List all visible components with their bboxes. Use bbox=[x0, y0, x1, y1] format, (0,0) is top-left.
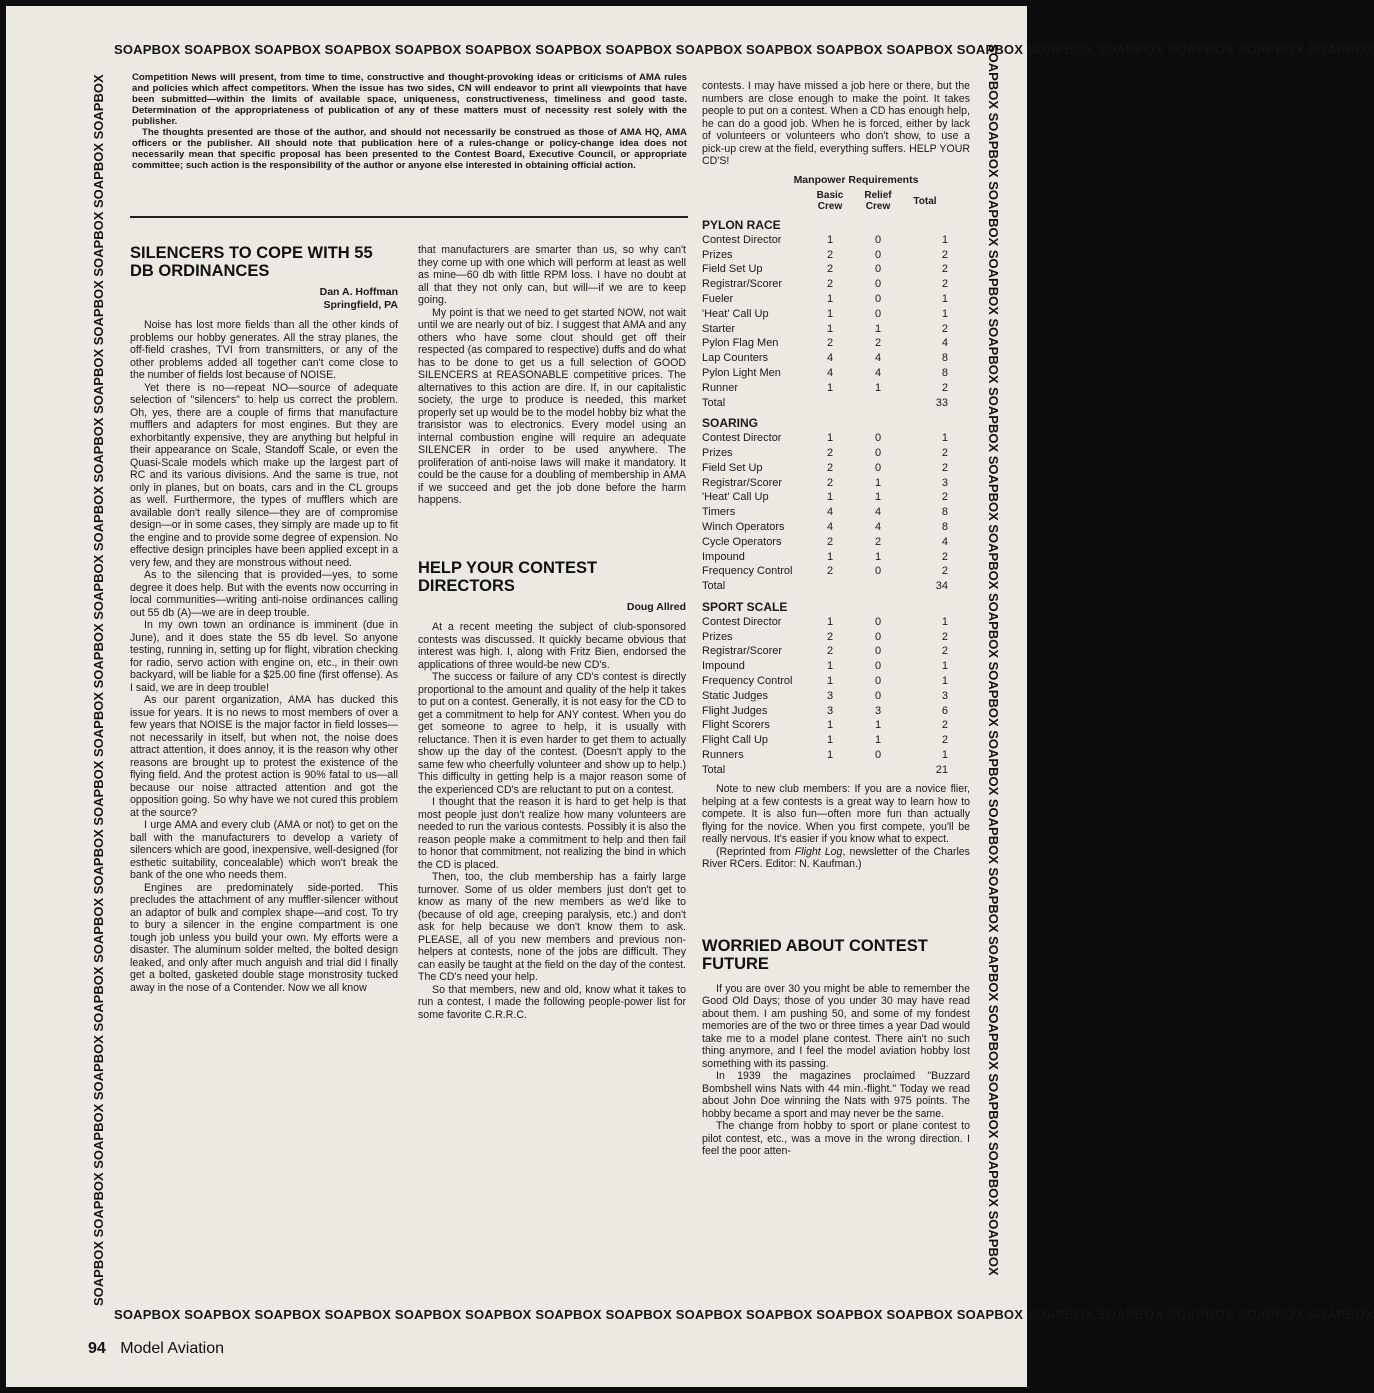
role-cell: Registrar/Scorer bbox=[702, 645, 783, 658]
body-paragraph: The change from hobby to sport or plane contest to pilot contest, etc., was a move in the wrong direction. I feel the poor atten- bbox=[702, 1120, 970, 1158]
total-label: Total bbox=[702, 396, 726, 409]
total-cell: 2 bbox=[941, 645, 948, 658]
basic-crew-cell: 4 bbox=[826, 352, 834, 365]
table-row bbox=[702, 535, 970, 550]
total-cell: 2 bbox=[941, 263, 948, 276]
role-cell: 'Heat' Call Up bbox=[702, 307, 769, 320]
relief-crew-cell: 0 bbox=[874, 461, 882, 474]
basic-crew-cell: 1 bbox=[826, 550, 834, 563]
total-label: Total bbox=[702, 763, 726, 776]
blank-cell bbox=[854, 396, 902, 411]
role-cell: Static Judges bbox=[702, 689, 769, 702]
role-cell: Frequency Control bbox=[702, 565, 793, 578]
header-total: Total bbox=[913, 195, 937, 207]
role-cell: Field Set Up bbox=[702, 263, 763, 276]
role-cell: Lap Counters bbox=[702, 352, 769, 365]
body-paragraph: My point is that we need to get started NOW, not wait until we are nearly out of biz. I suggest that AMA and any others who have some clout should get off their respected (as compared to respective) duffs and do what has to be done to get us a full selection of GOOD SILENCERS at REASONABLE competitive prices. The alternatives to this action are dire. If, in our capitalistic society, the urge to produce is needed, this market properly set up would be to the model hobby biz what the transistor was to electronics. Every model using an internal combustion engine will require an adequate SILENCER in order to be used anywhere. The proliferation of anti-noise laws will make it mandatory. It could be the cause for a doubling of membership in AMA if we succeed and get the job done before the harm happens. bbox=[418, 306, 686, 506]
total-cell: 3 bbox=[941, 476, 948, 489]
header-basic-crew: Basic Crew bbox=[816, 190, 844, 212]
basic-crew-cell: 1 bbox=[826, 734, 834, 747]
body-paragraph: If you are over 30 you might be able to remember the Good Old Days; those of you under 30 may have read about them. I am pushing 50, and some of my fondest memories are of the two or three times a year Dad would take me to a model plane contest. There ain't no such thing anymore, and I feel the model aviation hobby lost something with its passing. bbox=[702, 982, 970, 1070]
table-row bbox=[702, 644, 970, 659]
basic-crew-cell: 1 bbox=[826, 719, 834, 732]
table-row bbox=[702, 248, 970, 263]
basic-crew-cell: 2 bbox=[826, 630, 834, 643]
relief-crew-cell: 0 bbox=[874, 278, 882, 291]
basic-crew-cell: 4 bbox=[826, 520, 834, 533]
table-row bbox=[702, 351, 970, 366]
table-total-row bbox=[702, 579, 970, 594]
table-row bbox=[702, 615, 970, 630]
basic-crew-cell: 3 bbox=[826, 704, 834, 717]
blank-cell bbox=[854, 579, 902, 594]
role-cell: Runner bbox=[702, 381, 739, 394]
basic-crew-cell: 1 bbox=[826, 292, 834, 305]
manpower-table bbox=[702, 190, 970, 777]
basic-crew-cell: 1 bbox=[826, 748, 834, 761]
total-cell: 3 bbox=[941, 689, 948, 702]
table-section-row bbox=[702, 212, 970, 233]
total-cell: 2 bbox=[941, 719, 948, 732]
relief-crew-cell: 0 bbox=[874, 674, 882, 687]
intro-paragraph: The thoughts presented are those of the author, and should not necessarily be construed as those of AMA HQ, AMA officers or the publisher. All should note that publication here of a rules-change or policy-change idea does not necessarily mean that specific proposal has been presented to the Contest Board, Executive Council, or appropriate committee; such action is the responsibility of the author or anyone else interested in obtaining official action. bbox=[132, 127, 687, 171]
editorial-intro bbox=[132, 72, 687, 171]
role-cell: Runners bbox=[702, 748, 744, 761]
relief-crew-cell: 0 bbox=[874, 248, 882, 261]
total-cell: 1 bbox=[941, 615, 948, 628]
column-2 bbox=[418, 244, 686, 1296]
role-cell: Contest Director bbox=[702, 615, 782, 628]
relief-crew-cell: 1 bbox=[874, 322, 882, 335]
relief-crew-cell: 0 bbox=[874, 233, 882, 246]
role-cell: Frequency Control bbox=[702, 674, 793, 687]
role-cell: Flight Call Up bbox=[702, 734, 769, 747]
total-cell: 2 bbox=[941, 734, 948, 747]
relief-crew-cell: 4 bbox=[874, 352, 882, 365]
role-cell: Starter bbox=[702, 322, 736, 335]
basic-crew-cell: 2 bbox=[826, 248, 834, 261]
role-cell: Contest Director bbox=[702, 233, 782, 246]
total-cell: 4 bbox=[941, 337, 948, 350]
section-name: PYLON RACE bbox=[702, 218, 781, 232]
body-paragraph: I thought that the reason it is hard to get help is that most people just don't realize how many volunteers are needed to run the various contests. Possibly it is also the reason people make a commitment to help and then fail to honor that commitment, not realizing the bind in which the CD is placed. bbox=[418, 796, 686, 871]
intro-divider bbox=[130, 216, 688, 218]
relief-crew-cell: 0 bbox=[874, 432, 882, 445]
blank-cell bbox=[854, 763, 902, 778]
total-cell: 4 bbox=[941, 535, 948, 548]
total-cell: 2 bbox=[941, 565, 948, 578]
total-cell: 1 bbox=[941, 233, 948, 246]
total-cell: 1 bbox=[941, 660, 948, 673]
magazine-page bbox=[6, 6, 1374, 1387]
table-total-row bbox=[702, 763, 970, 778]
relief-crew-cell: 2 bbox=[874, 535, 882, 548]
total-cell: 2 bbox=[941, 446, 948, 459]
relief-crew-cell: 0 bbox=[874, 660, 882, 673]
basic-crew-cell: 1 bbox=[826, 674, 834, 687]
basic-crew-cell: 1 bbox=[826, 322, 834, 335]
total-cell: 8 bbox=[941, 506, 948, 519]
basic-crew-cell: 1 bbox=[826, 381, 834, 394]
role-cell: Registrar/Scorer bbox=[702, 278, 783, 291]
body-paragraph: In 1939 the magazines proclaimed "Buzzard Bombshell wins Nats with 44 min.-flight." Today we read about John Doe winning the Nats with 975 points. The hobby became a sport and may never be the same. bbox=[702, 1070, 970, 1120]
total-cell: 1 bbox=[941, 432, 948, 445]
basic-crew-cell: 2 bbox=[826, 645, 834, 658]
role-cell: Flight Scorers bbox=[702, 719, 770, 732]
basic-crew-cell: 4 bbox=[826, 366, 834, 379]
role-cell: Fueler bbox=[702, 292, 734, 305]
basic-crew-cell: 2 bbox=[826, 278, 834, 291]
role-cell: Contest Director bbox=[702, 432, 782, 445]
blank-cell bbox=[806, 396, 854, 411]
blank-cell bbox=[806, 763, 854, 778]
total-cell: 2 bbox=[941, 491, 948, 504]
table-row bbox=[702, 233, 970, 248]
table-row bbox=[702, 505, 970, 520]
table-row bbox=[702, 689, 970, 704]
body-paragraph: So that members, new and old, know what it takes to run a contest, I made the following people-power list for some favorite C.R.R.C. bbox=[418, 983, 686, 1021]
role-cell: Prizes bbox=[702, 446, 733, 459]
body-paragraph: Noise has lost more fields than all the other kinds of problems our hobby generates. All the stray planes, the off-field crashes, TVI from transmitters, or any of the other problems added all together can't come close to the number of fields lost because of NOISE. bbox=[130, 319, 398, 381]
relief-crew-cell: 0 bbox=[874, 446, 882, 459]
relief-crew-cell: 3 bbox=[874, 704, 882, 717]
table-row bbox=[702, 366, 970, 381]
role-cell: Flight Judges bbox=[702, 704, 768, 717]
relief-crew-cell: 0 bbox=[874, 645, 882, 658]
relief-crew-cell: 1 bbox=[874, 476, 882, 489]
table-row bbox=[702, 262, 970, 277]
author-location: Springfield, PA bbox=[323, 298, 398, 311]
article-byline bbox=[130, 286, 398, 311]
relief-crew-cell: 1 bbox=[874, 550, 882, 563]
body-paragraph: contests. I may have missed a job here or there, but the numbers are close enough to make the point. It takes people to put on a contest. When a CD has enough help, he can do a good job. When he is forced, either by lack of volunteers or volunteers who don't show, to use a pick-up crew at the field, everything suffers. HELP YOUR CD'S! bbox=[702, 80, 970, 167]
basic-crew-cell: 2 bbox=[826, 446, 834, 459]
table-row bbox=[702, 630, 970, 645]
role-cell: Winch Operators bbox=[702, 520, 785, 533]
table-row bbox=[702, 490, 970, 505]
column-3 bbox=[702, 80, 970, 1300]
role-cell: Impound bbox=[702, 550, 745, 563]
relief-crew-cell: 1 bbox=[874, 381, 882, 394]
role-cell: Prizes bbox=[702, 630, 733, 643]
intro-paragraph: Competition News will present, from time to time, constructive and thought-provoking ideas or criticisms of AMA rules and policies which affect competitors. When the issue has two sides, CN will endeavor to print all viewpoints that have been submitted—within the limits of available space, uniqueness, constructiveness, timeliness and good taste. Determination of the appropriateness of publication of any of these matters must of necessity rest solely with the publisher. bbox=[132, 72, 687, 127]
basic-crew-cell: 1 bbox=[826, 491, 834, 504]
basic-crew-cell: 1 bbox=[826, 307, 834, 320]
total-cell: 2 bbox=[941, 461, 948, 474]
role-cell: Pylon Flag Men bbox=[702, 337, 779, 350]
section-name: SOARING bbox=[702, 416, 759, 431]
table-row bbox=[702, 718, 970, 733]
basic-crew-cell: 1 bbox=[826, 233, 834, 246]
manpower-table-title: Manpower Requirements bbox=[793, 173, 919, 186]
table-row bbox=[702, 461, 970, 476]
total-cell: 1 bbox=[941, 748, 948, 761]
table-row bbox=[702, 277, 970, 292]
relief-crew-cell: 4 bbox=[874, 366, 882, 379]
total-cell: 2 bbox=[941, 630, 948, 643]
relief-crew-cell: 0 bbox=[874, 292, 882, 305]
author-name: Dan A. Hoffman bbox=[319, 286, 398, 298]
role-cell: Impound bbox=[702, 660, 745, 673]
table-row bbox=[702, 307, 970, 322]
relief-crew-cell: 2 bbox=[874, 337, 882, 350]
relief-crew-cell: 0 bbox=[874, 615, 882, 628]
table-total-row bbox=[702, 396, 970, 411]
page-number: 94 bbox=[88, 1340, 106, 1357]
role-cell: Pylon Light Men bbox=[702, 366, 781, 379]
header-relief-crew: Relief Crew bbox=[864, 190, 892, 212]
total-cell: 6 bbox=[941, 704, 948, 717]
relief-crew-cell: 0 bbox=[874, 689, 882, 702]
relief-crew-cell: 1 bbox=[874, 491, 882, 504]
table-row bbox=[702, 674, 970, 689]
table-row bbox=[702, 550, 970, 565]
table-row bbox=[702, 336, 970, 351]
table-row bbox=[702, 431, 970, 446]
total-cell: 2 bbox=[941, 381, 948, 394]
total-cell: 2 bbox=[941, 550, 948, 563]
basic-crew-cell: 2 bbox=[826, 565, 834, 578]
relief-crew-cell: 0 bbox=[874, 565, 882, 578]
total-cell: 8 bbox=[941, 352, 948, 365]
total-cell: 1 bbox=[941, 307, 948, 320]
total-label: Total bbox=[702, 580, 726, 593]
magazine-name: Model Aviation bbox=[120, 1340, 225, 1357]
total-cell: 1 bbox=[941, 674, 948, 687]
table-row bbox=[702, 476, 970, 491]
article-title-contest-future: WORRIED ABOUT CONTEST FUTURE bbox=[702, 936, 928, 973]
publication-name: Flight Log bbox=[794, 845, 843, 858]
basic-crew-cell: 2 bbox=[826, 263, 834, 276]
basic-crew-cell: 2 bbox=[826, 535, 834, 548]
body-paragraph: Yet there is no—repeat NO—source of adequate selection of "silencers" to help us correct the problem. Oh, yes, there are a couple of firms that manufacture mufflers and adapters for most engines. But they are exhorbitantly expensive, they are anything but helpful in their appearance on Scale, Standoff Scale, or even the Quasi-Scale models which make up the largest part of RC and its various divisions. And the same is true, not only in planes, but on boats, cars and in the CL groups as well. Furthermore, the types of mufflers which are available don't really silence—they are of compromise design—or in some cases, they simply are made up to fit the engine and to provide some degree of expension. No effective design principles have been applied except in a very few, and they are monstrous without need. bbox=[130, 381, 398, 569]
body-paragraph: As our parent organization, AMA has ducked this issue for years. It is no news to most members of over a few years that NOISE is the major factor in field losses—not necessarily in itself, but when not, the noise does attract attention, it does annoy, it is the reason why other reasons are brought up to protest the existence of the flying field. And the protest action is 90% fatal to us—all because our noise attracted attention and got the opposition going. So why have we not cured this problem at the source? bbox=[130, 694, 398, 819]
total-cell: 8 bbox=[941, 520, 948, 533]
table-row bbox=[702, 292, 970, 307]
body-paragraph: Then, too, the club membership has a fairly large turnover. Some of us older members just don't get to know as many of the new members as we'd like to (because of old age, creeping paralysis, etc.) and don't ask for help because we don't know them to ask. PLEASE, all of you new members and previous non-helpers at contests, none of the jobs are difficult. They can easily be taught at the field on the day of the contest. The CD's need your help. bbox=[418, 871, 686, 983]
article-title-help-cd: HELP YOUR CONTEST DIRECTORS bbox=[418, 558, 598, 595]
total-cell: 2 bbox=[941, 278, 948, 291]
role-cell: Prizes bbox=[702, 248, 733, 261]
section-total: 34 bbox=[935, 580, 948, 593]
section-total: 21 bbox=[935, 763, 948, 776]
soapbox-border-right: SOAPBOX SOAPBOX SOAPBOX SOAPBOX SOAPBOX SOAPBOX SOAPBOX SOAPBOX SOAPBOX SOAPBOX SOAPBOX SOAPBOX SOAPBOX SOAPBOX SOAPBOX SOAPBOX SOAPBOX SOAPBOX bbox=[986, 44, 1001, 1276]
relief-crew-cell: 4 bbox=[874, 520, 882, 533]
total-cell: 1 bbox=[941, 292, 948, 305]
body-paragraph: that manufacturers are smarter than us, so why can't they come up with one which will perform at least as well as mine—60 db with little RPM loss. I have no doubt at all that they not only can, but will—if we are to keep going. bbox=[418, 244, 686, 306]
table-row bbox=[702, 322, 970, 337]
section-name: SPORT SCALE bbox=[702, 599, 788, 614]
reprint-credit: (Reprinted from Flight Log, newsletter of the Charles River RCers. Editor: N. Kaufman.) bbox=[702, 845, 970, 871]
table-row bbox=[702, 564, 970, 579]
total-cell: 2 bbox=[941, 248, 948, 261]
basic-crew-cell: 2 bbox=[826, 476, 834, 489]
table-section-row bbox=[702, 594, 970, 615]
body-paragraph: In my own town an ordinance is imminent (due in June), and it does state the 55 db level. So anyone testing, running in, setting up for flight, vibration checking for radio, servo action with engine on, etc., in their own backyard, will be liable for a $25.00 fine (first offense). As I said, we are in deep trouble! bbox=[130, 619, 398, 694]
body-paragraph: As to the silencing that is provided—yes, to some degree it does help. But with the events now occurring in local communities—writing anti-noise ordinances calling out 55 db (A)—we are in deep trouble. bbox=[130, 569, 398, 619]
basic-crew-cell: 2 bbox=[826, 337, 834, 350]
body-paragraph: The success or failure of any CD's contest is directly proportional to the amount and quality of the help it takes to put on a contest. Generally, it is not easy for the CD to get a commitment to help for ANY contest. When you do get someone to agree to help, it is usually with reluctance. Then it is even harder to get them to actually show up the day of the contest. (Doesn't apply to the same few who cheerfully volunteer and show up to help.) This difficulty in getting help is a major reason some of the experienced CD's are reluctant to put on a contest. bbox=[418, 671, 686, 796]
soapbox-border-bottom: SOAPBOX SOAPBOX SOAPBOX SOAPBOX SOAPBOX SOAPBOX SOAPBOX SOAPBOX SOAPBOX SOAPBOX SOAPBOX SOAPBOX SOAPBOX SOAPBOX SOAPBOX SOAPBOX SOAPBOX SOAPBOX bbox=[114, 1307, 1374, 1322]
role-cell: Timers bbox=[702, 506, 736, 519]
relief-crew-cell: 0 bbox=[874, 630, 882, 643]
table-row bbox=[702, 520, 970, 535]
relief-crew-cell: 0 bbox=[874, 748, 882, 761]
table-row bbox=[702, 733, 970, 748]
body-paragraph: Note to new club members: If you are a novice flier, helping at a few contests is a great way to learn how to compete. It is also fun—often more fun than actually flying for the novice. When you first compete, you'll be really nervous. It's easier if you know what to expect. bbox=[702, 783, 970, 846]
table-row bbox=[702, 659, 970, 674]
basic-crew-cell: 2 bbox=[826, 461, 834, 474]
role-cell: Registrar/Scorer bbox=[702, 476, 783, 489]
table-header-row bbox=[702, 190, 970, 212]
table-header-blank bbox=[702, 190, 806, 212]
relief-crew-cell: 0 bbox=[874, 307, 882, 320]
table-section-row bbox=[702, 410, 970, 431]
soapbox-border-left: SOAPBOX SOAPBOX SOAPBOX SOAPBOX SOAPBOX SOAPBOX SOAPBOX SOAPBOX SOAPBOX SOAPBOX SOAPBOX SOAPBOX SOAPBOX SOAPBOX SOAPBOX SOAPBOX SOAPBOX SOAPBOX bbox=[91, 74, 106, 1306]
relief-crew-cell: 0 bbox=[874, 263, 882, 276]
table-row bbox=[702, 704, 970, 719]
relief-crew-cell: 1 bbox=[874, 734, 882, 747]
relief-crew-cell: 4 bbox=[874, 506, 882, 519]
article-byline bbox=[418, 601, 686, 614]
section-total: 33 bbox=[935, 396, 948, 409]
total-cell: 2 bbox=[941, 322, 948, 335]
total-cell: 8 bbox=[941, 366, 948, 379]
author-name: Doug Allred bbox=[626, 600, 686, 613]
role-cell: Field Set Up bbox=[702, 461, 763, 474]
body-paragraph: At a recent meeting the subject of club-sponsored contests was discussed. It quickly became obvious that interest was high. I, along with Fritz Bien, endorsed the applications of three would-be new CD's. bbox=[418, 621, 686, 671]
basic-crew-cell: 1 bbox=[826, 615, 834, 628]
role-cell: 'Heat' Call Up bbox=[702, 491, 769, 504]
body-paragraph: I urge AMA and every club (AMA or not) to get on the ball with the manufacturers to develop a variety of silencers which are good, inexpensive, well-designed (for esthetic suitability, concealable) which won't break the bank of the one who needs them. bbox=[130, 819, 398, 881]
column-1 bbox=[130, 244, 398, 1296]
soapbox-border-top: SOAPBOX SOAPBOX SOAPBOX SOAPBOX SOAPBOX SOAPBOX SOAPBOX SOAPBOX SOAPBOX SOAPBOX SOAPBOX SOAPBOX SOAPBOX SOAPBOX SOAPBOX SOAPBOX SOAPBOX SOAPBOX bbox=[114, 42, 1374, 57]
body-paragraph: Engines are predominately side-ported. This precludes the attachment of any muffler-silencer without an adaptor of bulk and complex shape—and cost. To try to bury a silencer in the engine compartment is one tough job unless you build your own. My efforts were a disaster. The aluminum solder melted, the bolted design leaked, and only after much anguish and trial did I finally get a bolted, gasketed double stage monstrosity tucked away in the nose of a Contender. Now we all know bbox=[130, 881, 398, 994]
basic-crew-cell: 4 bbox=[826, 506, 834, 519]
table-row bbox=[702, 381, 970, 396]
article-title-silencers: SILENCERS TO COPE WITH 55 DB ORDINANCES bbox=[130, 244, 373, 280]
basic-crew-cell: 1 bbox=[826, 432, 834, 445]
table-row bbox=[702, 748, 970, 763]
blank-cell bbox=[806, 579, 854, 594]
basic-crew-cell: 3 bbox=[826, 689, 834, 702]
role-cell: Cycle Operators bbox=[702, 535, 782, 548]
relief-crew-cell: 1 bbox=[874, 719, 882, 732]
page-footer bbox=[88, 1340, 224, 1358]
table-row bbox=[702, 446, 970, 461]
basic-crew-cell: 1 bbox=[826, 660, 834, 673]
